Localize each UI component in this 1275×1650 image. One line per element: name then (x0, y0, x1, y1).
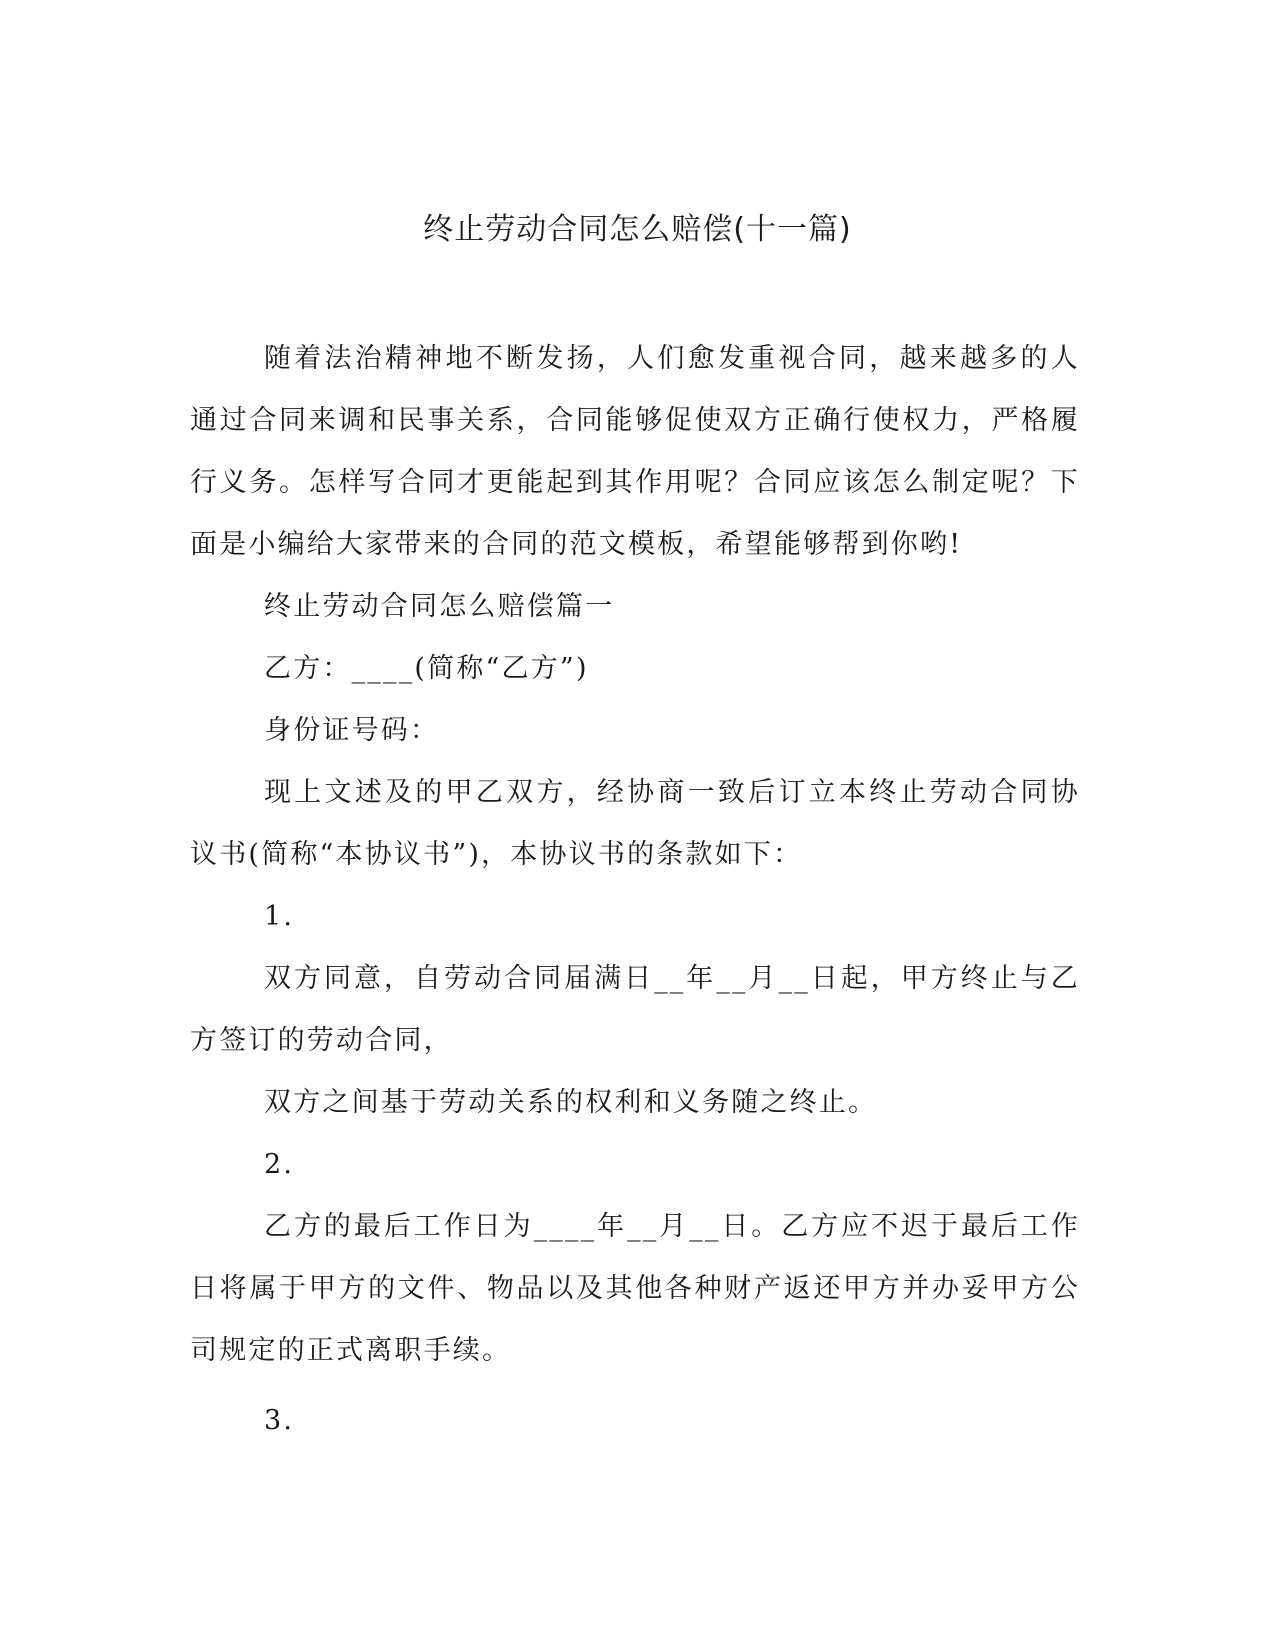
intro-paragraph: 随着法治精神地不断发扬，人们愈发重视合同，越来越多的人通过合同来调和民事关系，合同能够促使双方正确行使权力，严格履行义务。怎样写合同才更能起到其作用呢？合同应该怎么制定呢？下面是小编给大家带来的合同的范文模板，希望能够帮到你哟! (190, 343, 1080, 560)
document-body (190, 328, 1080, 1452)
clause-number-2: 2. (264, 1149, 295, 1180)
clause-number-3: 3. (264, 1405, 295, 1436)
clause-2-text: 乙方的最后工作日为____年__月__日。乙方应不迟于最后工作日将属于甲方的文件、物品以及其他各种财产返还甲方并办妥甲方公司规定的正式离职手续。 (190, 1211, 1080, 1366)
document-title: 终止劳动合同怎么赔偿(十一篇) (423, 212, 852, 247)
clause-1-text: 双方同意，自劳动合同届满日__年__月__日起，甲方终止与乙方签订的劳动合同， (190, 963, 1080, 1056)
party-b-line: 乙方：____(简称“乙方”) (264, 653, 589, 684)
section-heading: 终止劳动合同怎么赔偿篇一 (264, 591, 615, 622)
agreement-preamble: 现上文述及的甲乙双方，经协商一致后订立本终止劳动合同协议书(简称“本协议书”)，本协议书的条款如下： (190, 777, 1080, 870)
clause-number-1: 1. (264, 901, 295, 932)
clause-1-continuation: 双方之间基于劳动关系的权利和义务随之终止。 (264, 1087, 878, 1118)
id-number-line: 身份证号码： (264, 715, 440, 746)
